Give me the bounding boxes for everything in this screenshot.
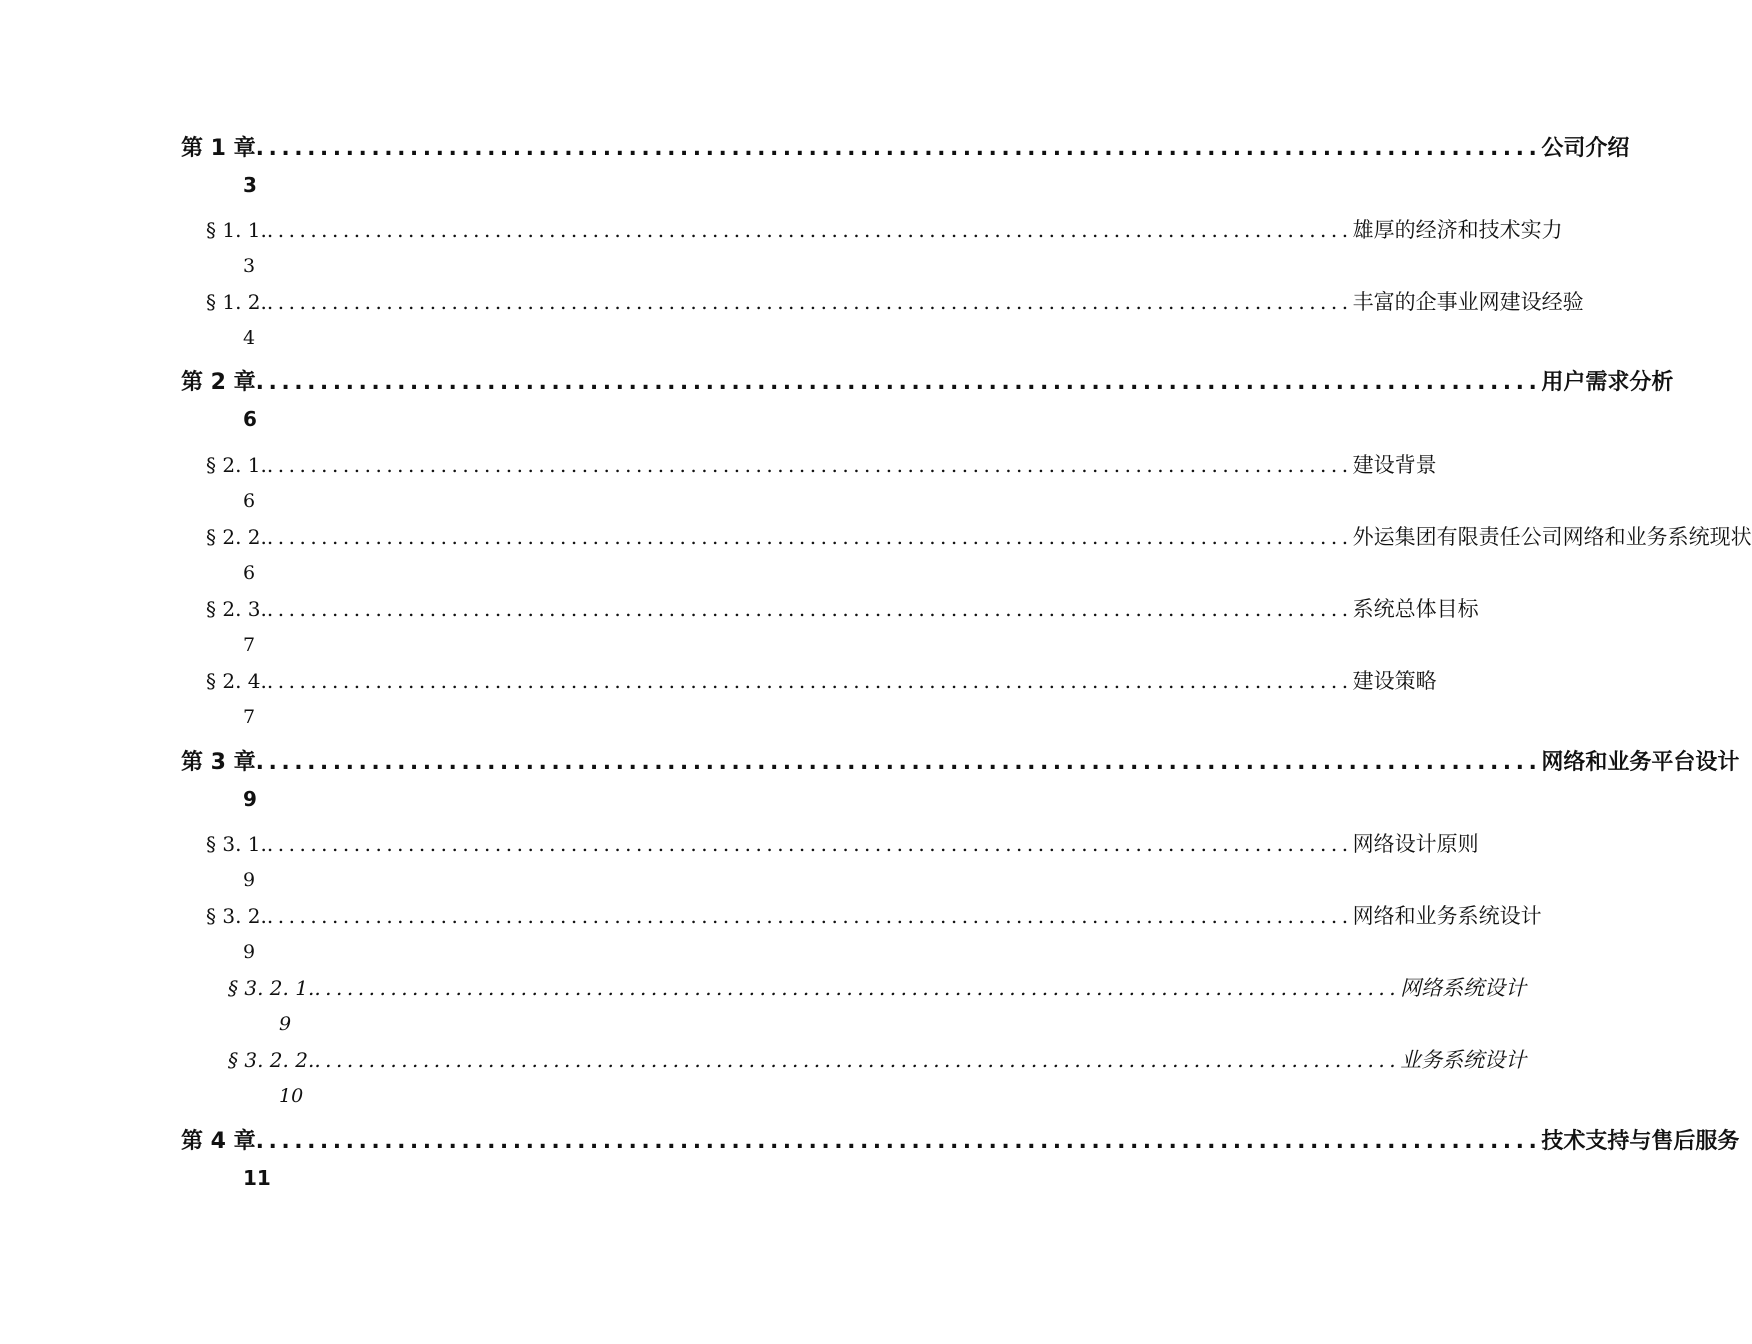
toc-entry-subsection-3-2-1[interactable] xyxy=(228,973,1527,1003)
toc-entry-number: § 1. 1. xyxy=(206,218,267,242)
dot-leader: .................................................................................................... xyxy=(266,904,1353,928)
toc-entry-number: 第 1 章 xyxy=(181,136,256,161)
toc-entry-section-2-3[interactable] xyxy=(206,594,1479,624)
toc-entry-title: 网络和业务系统设计 xyxy=(1352,904,1542,928)
toc-entry-number: § 2. 4. xyxy=(206,669,267,693)
toc-entry-title: 技术支持与售后服务 xyxy=(1541,1129,1740,1154)
dot-leader: .................................................................................................... xyxy=(266,525,1353,549)
toc-entry-chapter-3[interactable] xyxy=(181,748,1740,778)
toc-entry-section-1-2[interactable] xyxy=(206,287,1584,317)
toc-page-number: 6 xyxy=(243,562,256,584)
toc-entry-number: § 3. 2. 1. xyxy=(228,976,315,1000)
toc-entry-title: 建设策略 xyxy=(1352,669,1437,693)
toc-entry-chapter-1[interactable] xyxy=(181,134,1630,164)
toc-entry-section-2-1[interactable] xyxy=(206,450,1437,480)
toc-entry-title: 丰富的企事业网建设经验 xyxy=(1352,290,1584,314)
toc-page-number: 3 xyxy=(243,173,257,197)
toc-entry-chapter-2[interactable] xyxy=(181,368,1674,398)
toc-entry-section-2-4[interactable] xyxy=(206,666,1437,696)
toc-entry-number: § 3. 1. xyxy=(206,832,267,856)
dot-leader: .................................................................................................... xyxy=(266,218,1353,242)
toc-entry-title: 网络和业务平台设计 xyxy=(1541,750,1740,775)
toc-entry-section-1-1[interactable] xyxy=(206,215,1563,245)
toc-page-number: 7 xyxy=(243,634,256,656)
toc-page-number: 7 xyxy=(243,706,256,728)
dot-leader: .................................................................................................... xyxy=(266,290,1353,314)
toc-entry-title: 业务系统设计 xyxy=(1400,1048,1527,1072)
toc-entry-number: 第 2 章 xyxy=(181,370,256,395)
toc-entry-title: 公司介绍 xyxy=(1541,136,1630,161)
toc-entry-number: § 2. 1. xyxy=(206,453,267,477)
toc-page-number: 6 xyxy=(243,407,257,431)
toc-entry-chapter-4[interactable] xyxy=(181,1127,1740,1157)
toc-page-number: 10 xyxy=(279,1085,304,1107)
toc-entry-number: 第 4 章 xyxy=(181,1129,256,1154)
toc-page-number: 9 xyxy=(279,1013,292,1035)
toc-page-number: 9 xyxy=(243,941,256,963)
toc-entry-title: 网络设计原则 xyxy=(1352,832,1479,856)
toc-entry-section-3-2[interactable] xyxy=(206,901,1542,931)
toc-entry-number: § 3. 2. xyxy=(206,904,267,928)
toc-page-number: 6 xyxy=(243,490,256,512)
toc-entry-title: 系统总体目标 xyxy=(1352,597,1479,621)
dot-leader: .................................................................................................... xyxy=(266,597,1353,621)
toc-page-number: 3 xyxy=(243,255,256,277)
toc-entry-title: 网络系统设计 xyxy=(1400,976,1527,1000)
dot-leader: .................................................................................................... xyxy=(266,832,1353,856)
dot-leader: .................................................................................................... xyxy=(314,976,1401,1000)
toc-entry-number: § 2. 2. xyxy=(206,525,267,549)
toc-entry-number: 第 3 章 xyxy=(181,750,256,775)
toc-entry-number: § 2. 3. xyxy=(206,597,267,621)
dot-leader: .................................................................................................... xyxy=(255,370,1542,395)
toc-page-number: 4 xyxy=(243,327,256,349)
toc-page-number: 11 xyxy=(243,1166,271,1190)
toc-page-number: 9 xyxy=(243,869,256,891)
toc-entry-subsection-3-2-2[interactable] xyxy=(228,1045,1527,1075)
dot-leader: .................................................................................................... xyxy=(266,453,1353,477)
toc-entry-section-3-1[interactable] xyxy=(206,829,1479,859)
toc-entry-title: 建设背景 xyxy=(1352,453,1437,477)
toc-entry-section-2-2[interactable] xyxy=(206,522,1752,552)
toc-entry-title: 用户需求分析 xyxy=(1541,370,1674,395)
toc-entry-number: § 3. 2. 2. xyxy=(228,1048,315,1072)
toc-entry-title: 雄厚的经济和技术实力 xyxy=(1352,218,1563,242)
dot-leader: .................................................................................................... xyxy=(255,136,1542,161)
toc-entry-title: 外运集团有限责任公司网络和业务系统现状 xyxy=(1352,525,1752,549)
dot-leader: .................................................................................................... xyxy=(314,1048,1401,1072)
dot-leader: .................................................................................................... xyxy=(255,1129,1542,1154)
dot-leader: .................................................................................................... xyxy=(266,669,1353,693)
toc-page-number: 9 xyxy=(243,787,257,811)
toc-entry-number: § 1. 2. xyxy=(206,290,267,314)
dot-leader: .................................................................................................... xyxy=(255,750,1542,775)
